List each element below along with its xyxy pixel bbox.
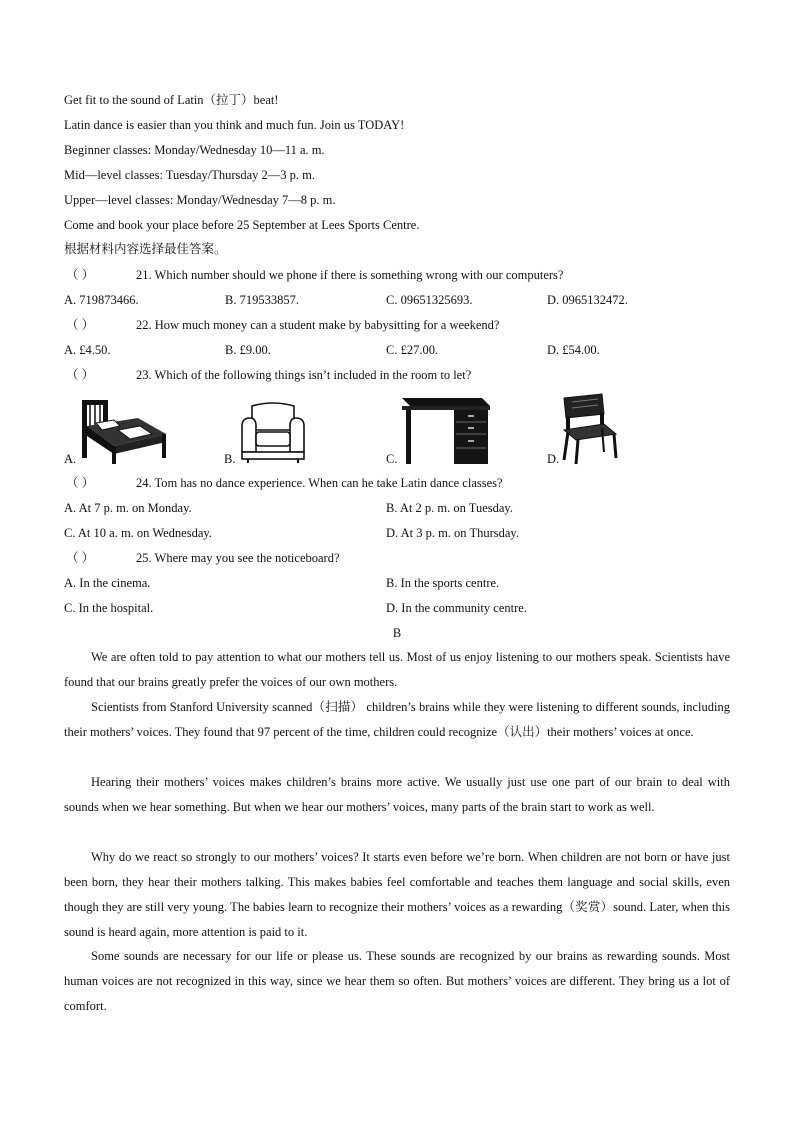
answer-blank: （ ） <box>66 318 95 332</box>
question-25 <box>66 549 340 567</box>
q22-option-b: B. £9.00. <box>225 343 271 357</box>
q25-option-a: A. In the cinema. <box>64 576 151 590</box>
q23-option-d: D. <box>547 452 560 466</box>
question-22 <box>66 316 499 334</box>
q24-option-d: D. At 3 p. m. on Thursday. <box>386 526 519 540</box>
passage-paragraph-5: Some sounds are necessary for our life or please us. These sounds are recognized by our brains as rewarding sounds. Most human voices are not recognized in this way, since we hear them so often. But mothers’ voices are different. They bring us a lot of comfort. <box>64 949 730 1013</box>
q21-option-b: B. 719533857. <box>225 293 299 307</box>
section-b-heading: B <box>392 626 402 640</box>
armchair-icon <box>238 400 308 464</box>
passage-paragraph-4: Why do we react so strongly to our mothers’ voices? It starts even before we’re born. When children are not born or have just been born, they hear their mothers talking. This makes babies feel comfortable and teaches them language and social skills, even though they are still very young. The babies learn to recognize their mothers’ voices as a rewarding（奖赏）sound. Later, when this sound is heard again, more attention is paid to it. <box>64 850 730 939</box>
answer-blank: （ ） <box>66 551 95 565</box>
q21-option-c: C. 09651325693. <box>386 293 473 307</box>
q22-option-c: C. £27.00. <box>386 343 439 357</box>
q24-option-a: A. At 7 p. m. on Monday. <box>64 501 192 515</box>
answer-blank: （ ） <box>66 368 95 382</box>
notice-line-5: Upper—level classes: Monday/Wednesday 7—8 p. m. <box>64 193 336 207</box>
notice-line-4: Mid—level classes: Tuesday/Thursday 2—3 p. m. <box>64 168 316 182</box>
notice-title: Get fit to the sound of Latin（拉丁）beat! <box>64 93 279 107</box>
q25-option-b: B. In the sports centre. <box>386 576 500 590</box>
desk-icon <box>398 394 492 466</box>
q25-option-d: D. In the community centre. <box>386 601 527 615</box>
passage-paragraph-3: Hearing their mothers’ voices makes children’s brains more active. We usually just use one part of our brain to deal with sounds when we hear something. But when we hear our mothers’ voices, many parts of the brain start to work as well. <box>64 775 730 814</box>
question-stem: 23. Which of the following things isn’t included in the room to let? <box>136 368 472 382</box>
question-stem: 22. How much money can a student make by babysitting for a weekend? <box>136 318 500 332</box>
passage-paragraph-1: We are often told to pay attention to what our mothers tell us. Most of us enjoy listening to our mothers speak. Scientists have found that our brains greatly prefer the voices of our own mothers. <box>64 650 730 689</box>
q24-option-b: B. At 2 p. m. on Tuesday. <box>386 501 513 515</box>
question-21 <box>66 266 563 284</box>
q23-option-a: A. <box>64 452 77 466</box>
answer-blank: （ ） <box>66 268 95 282</box>
question-stem: 25. Where may you see the noticeboard? <box>136 551 340 565</box>
q23-option-b: B. <box>224 452 236 466</box>
question-stem: 21. Which number should we phone if there is something wrong with our computers? <box>136 268 564 282</box>
chair-icon <box>558 392 622 466</box>
q22-option-d: D. £54.00. <box>547 343 600 357</box>
q22-option-a: A. £4.50. <box>64 343 111 357</box>
q21-option-d: D. 0965132472. <box>547 293 628 307</box>
q21-option-a: A. 719873466. <box>64 293 139 307</box>
question-stem: 24. Tom has no dance experience. When can he take Latin dance classes? <box>136 476 503 490</box>
q23-option-c: C. <box>386 452 398 466</box>
notice-line-2: Latin dance is easier than you think and much fun. Join us TODAY! <box>64 118 405 132</box>
q24-option-c: C. At 10 a. m. on Wednesday. <box>64 526 212 540</box>
notice-line-3: Beginner classes: Monday/Wednesday 10—11 a. m. <box>64 143 325 157</box>
passage-paragraph-2: Scientists from Stanford University scanned（扫描） children’s brains while they were listening to different sounds, including their mothers’ voices. They found that 97 percent of the time, children could recognize（认出）their mothers’ voices at once. <box>64 700 730 739</box>
q25-option-c: C. In the hospital. <box>64 601 154 615</box>
answer-blank: （ ） <box>66 476 95 490</box>
question-24 <box>66 474 503 492</box>
instruction: 根据材料内容选择最佳答案。 <box>64 241 227 256</box>
notice-line-6: Come and book your place before 25 September at Lees Sports Centre. <box>64 218 420 232</box>
bed-icon <box>78 396 170 466</box>
question-23 <box>66 366 471 384</box>
